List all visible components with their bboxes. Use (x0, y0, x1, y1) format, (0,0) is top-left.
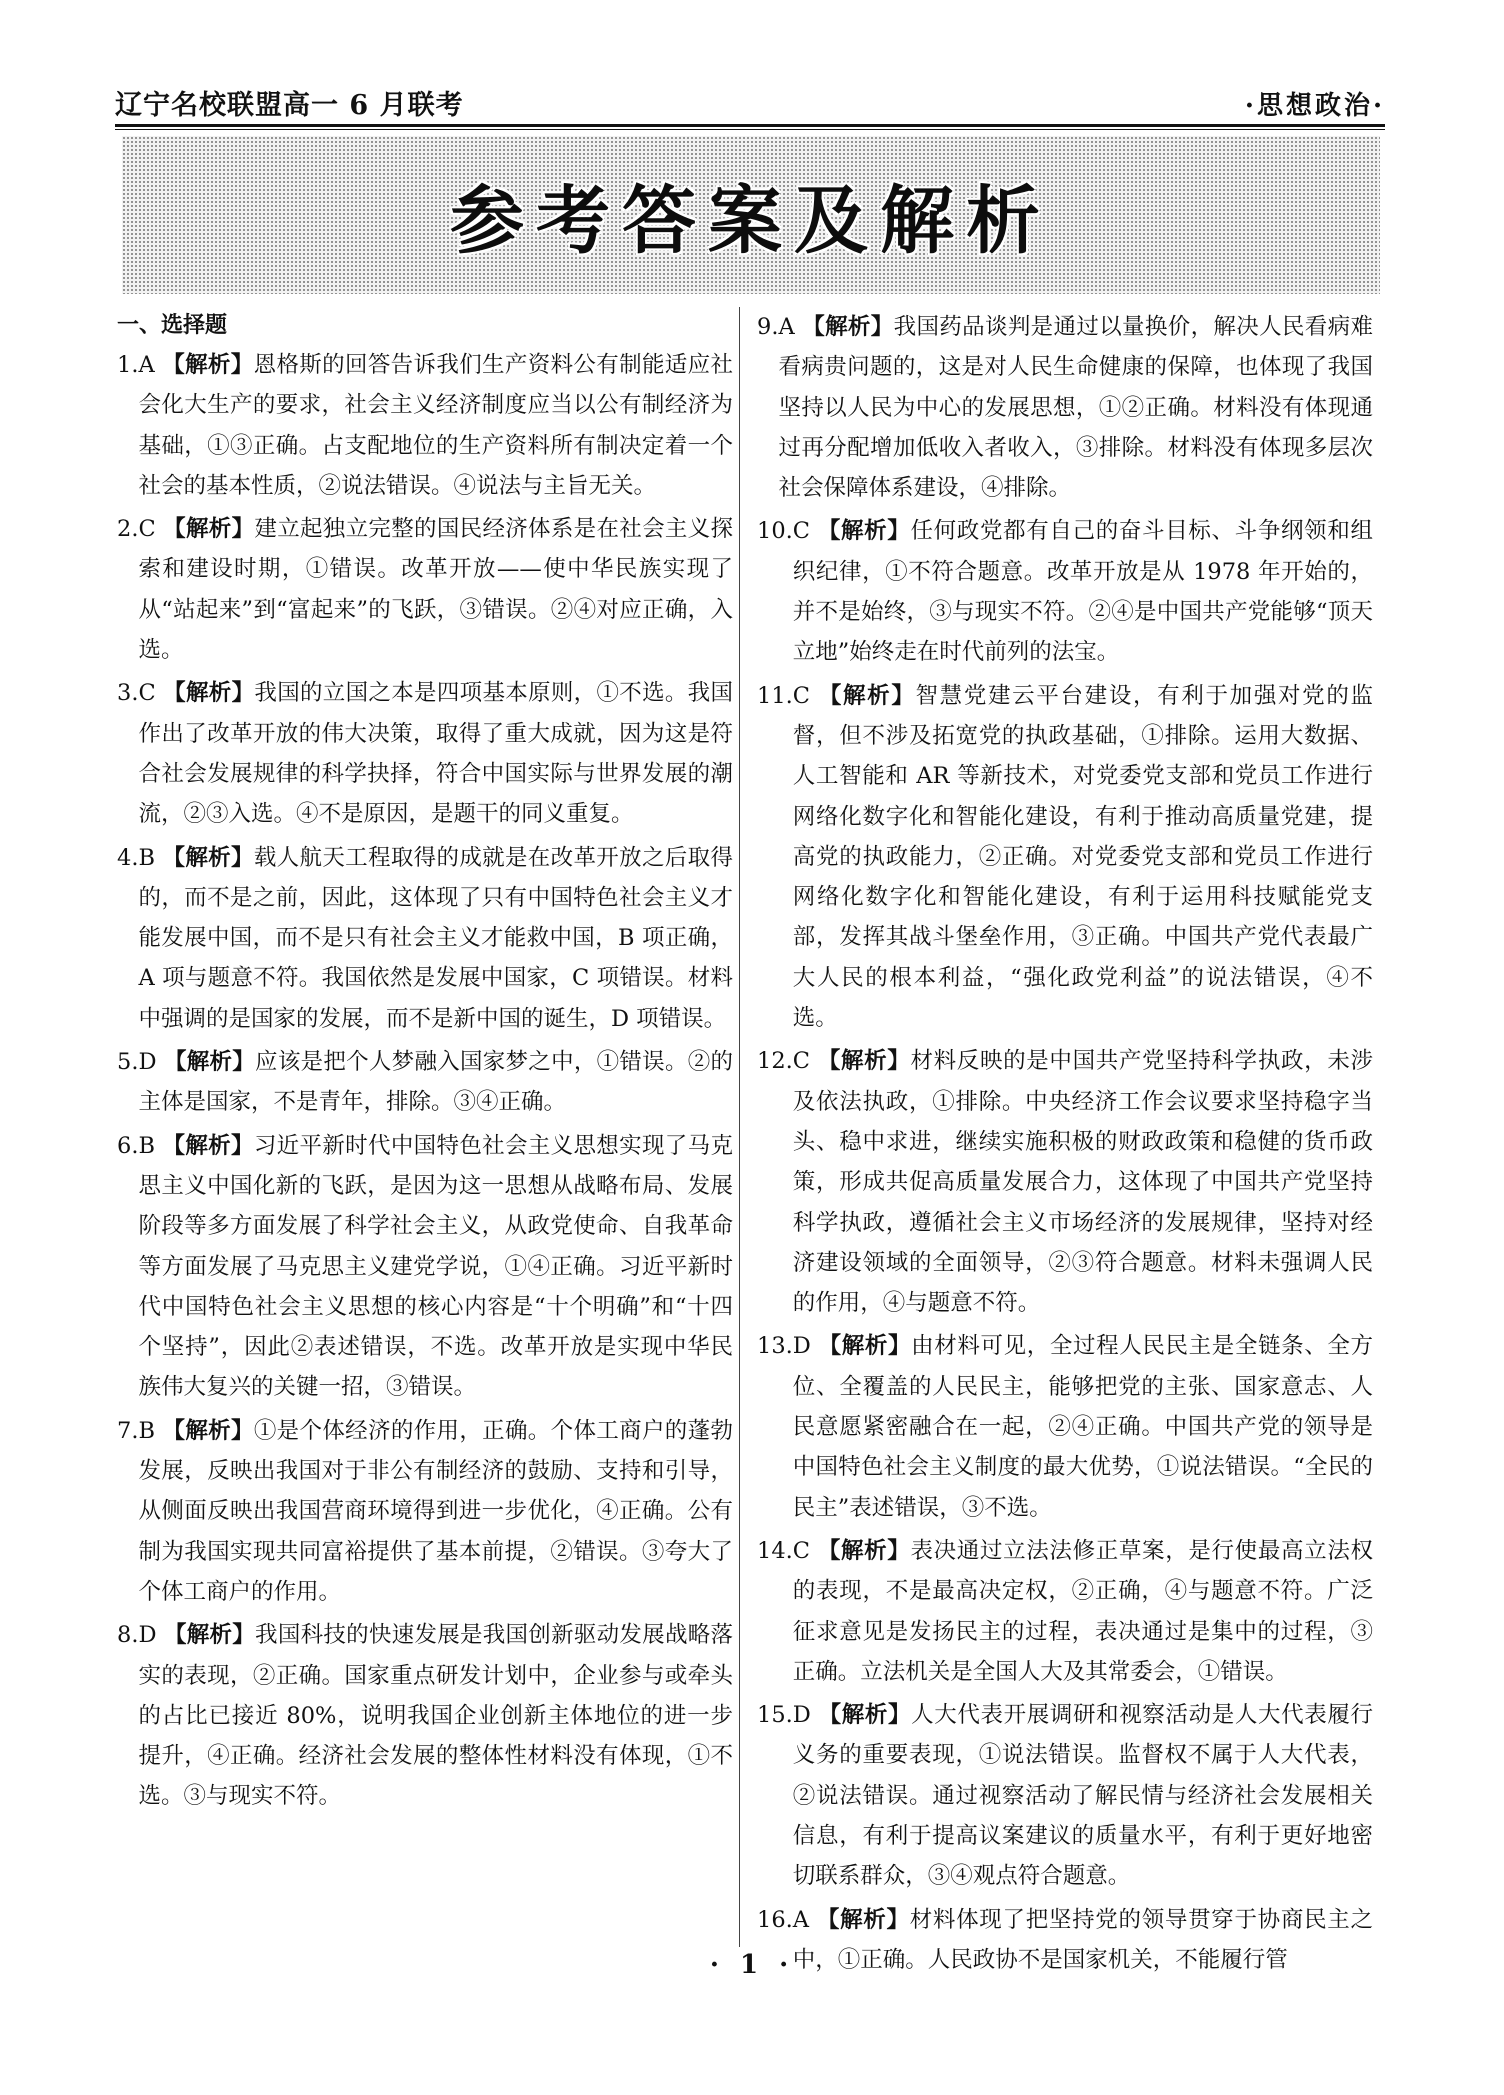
answer-body (138, 1042, 733, 1123)
question-number: 11. (757, 682, 793, 709)
question-number: 6. (117, 1132, 139, 1159)
page-header (115, 86, 1385, 122)
title-banner (122, 136, 1380, 294)
question-number: 14. (757, 1537, 793, 1564)
answer-list-left (117, 345, 733, 1817)
answer-item (757, 1041, 1373, 1323)
analysis-tag: 【解析】 (163, 680, 255, 707)
subject-label: ·思想政治· (1244, 91, 1385, 121)
question-number: 16. (757, 1906, 793, 1933)
answer-letter: C (792, 1048, 811, 1075)
page-number: · 1 · (709, 1950, 795, 1980)
answer-body (138, 838, 733, 1039)
analysis-tag: 【解析】 (817, 1048, 911, 1075)
analysis-text: 我国药品谈判是通过以量换价，解决人民看病难看病贵问题的，这是对人民生命健康的保障，也体现了我国坚持以人民为中心的发展思想，①②正确。材料没有体现通过再分配增加低收入者收入，③排除。材料没有体现多层次社会保障体系建设，④排除。 (778, 314, 1373, 502)
question-number: 15. (757, 1702, 793, 1729)
answer-item (117, 1042, 733, 1123)
answer-letter: B (138, 1417, 156, 1444)
answer-body (793, 1531, 1373, 1692)
analysis-text: ①是个体经济的作用，正确。个体工商户的蓬勃发展，反映出我国对于非公有制经济的鼓励、支持和引导，从侧面反映出我国营商环境得到进一步优化，④正确。公有制为我国实现共同富裕提供了基本前提，②错误。③夸大了个体工商户的作用。 (138, 1417, 733, 1605)
question-number: 12. (757, 1048, 793, 1075)
answer-letter: A (792, 1906, 810, 1933)
analysis-tag: 【解析】 (163, 1622, 256, 1649)
answer-item (117, 838, 733, 1039)
banner-title: 参考答案及解析 (450, 178, 1052, 264)
answer-list-right (757, 307, 1373, 1980)
right-column (757, 307, 1373, 1983)
answer-body (793, 1326, 1373, 1527)
answer-item (757, 511, 1373, 672)
answer-item (757, 1326, 1373, 1527)
answer-item (117, 673, 733, 834)
analysis-tag: 【解析】 (162, 1132, 254, 1159)
answer-item (117, 509, 733, 670)
analysis-text: 建立起独立完整的国民经济体系是在社会主义探索和建设时期，①错误。改革开放——使中华民族实现了从“站起来”到“富起来”的飞跃，③错误。②④对应正确，入选。 (138, 516, 733, 664)
analysis-tag: 【解析】 (818, 1702, 912, 1729)
question-number: 5. (117, 1049, 139, 1076)
question-number: 3. (117, 680, 139, 707)
analysis-text: 表决通过立法法修正草案，是行使最高立法权的表现，不是最高决定权，②正确，④与题意不符。广泛征求意见是发扬民主的过程，表决通过是集中的过程，③正确。立法机关是全国人大及其常委会，①错误。 (792, 1537, 1373, 1685)
analysis-tag: 【解析】 (817, 518, 911, 545)
answer-body (793, 1695, 1373, 1896)
analysis-tag: 【解析】 (816, 1906, 910, 1933)
analysis-tag: 【解析】 (162, 844, 254, 871)
answer-letter: A (778, 314, 795, 340)
header-rule-thin (115, 129, 1385, 130)
analysis-text: 我国的立国之本是四项基本原则，①不选。我国作出了改革开放的伟大决策，取得了重大成就，因为这是符合社会发展规律的科学抉择，符合中国实际与世界发展的潮流，②③入选。④不是原因，是题干的同义重复。 (138, 680, 733, 828)
question-number: 10. (757, 518, 793, 545)
question-number: 2. (117, 516, 139, 543)
question-number: 1. (117, 352, 139, 378)
answer-letter: C (792, 518, 811, 545)
analysis-tag: 【解析】 (802, 314, 894, 340)
exam-title: 辽宁名校联盟高一 6 月联考 (115, 90, 464, 121)
analysis-tag: 【解析】 (163, 516, 255, 543)
analysis-text: 材料体现了把坚持党的领导贯穿于协商民主之中，①正确。人民政协不是国家机关，不能履行管 (792, 1906, 1373, 1973)
answer-letter: D (138, 1049, 157, 1076)
answer-letter: D (138, 1622, 157, 1649)
analysis-text: 我国科技的快速发展是我国创新驱动发展战略落实的表现，②正确。国家重点研发计划中，企业参与或牵头的占比已接近 80%，说明我国企业创新主体地位的进一步提升，④正确。经济社会发展的整体性材料没有体现，①不选。③与现实不符。 (138, 1622, 733, 1810)
answer-body (138, 1411, 733, 1612)
analysis-text: 人大代表开展调研和视察活动是人大代表履行义务的重要表现，①说法错误。监督权不属于人大代表，②说法错误。通过视察活动了解民情与经济社会发展相关信息，有利于提高议案建议的质量水平，有利于更好地密切联系群众，③④观点符合题意。 (792, 1702, 1373, 1890)
analysis-text: 由材料可见，全过程人民民主是全链条、全方位、全覆盖的人民民主，能够把党的主张、国家意志、人民意愿紧密融合在一起，②④正确。中国共产党的领导是中国特色社会主义制度的最大优势，①说法错误。“全民的民主”表述错误，③不选。 (792, 1333, 1373, 1521)
answer-body (138, 1126, 733, 1408)
question-number: 8. (117, 1622, 139, 1649)
analysis-text: 习近平新时代中国特色社会主义思想实现了马克思主义中国化新的飞跃，是因为这一思想从战略布局、发展阶段等多方面发展了科学社会主义，从政党使命、自我革命等方面发展了马克思主义建党学说，①④正确。习近平新时代中国特色社会主义思想的核心内容是“十个明确”和“十四个坚持”，因此②表述错误，不选。改革开放是实现中华民族伟大复兴的关键一招，③错误。 (138, 1132, 733, 1401)
question-number: 13. (757, 1333, 793, 1360)
column-divider (739, 307, 740, 1947)
analysis-text: 任何政党都有自己的奋斗目标、斗争纲领和组织纪律，①不符合题意。改革开放是从 1978 年开始的，并不是始终，③与现实不符。②④是中国共产党能够“顶天立地”始终走在时代前列的法宝。 (792, 518, 1373, 666)
answer-item (117, 1615, 733, 1816)
answer-body (138, 345, 733, 506)
question-number: 7. (117, 1417, 139, 1444)
answer-body (778, 307, 1373, 508)
question-number: 9. (757, 314, 779, 340)
answer-body (138, 509, 733, 670)
answer-item (117, 1126, 733, 1408)
left-column (117, 307, 733, 1820)
analysis-tag: 【解析】 (818, 682, 916, 709)
analysis-text: 载人航天工程取得的成就是在改革开放之后取得的，而不是之前，因此，这体现了只有中国特色社会主义才能发展中国，而不是只有社会主义才能救中国，B 项正确，A 项与题意不符。我国依然是发展中国家，C 项错误。材料中强调的是国家的发展，而不是新中国的诞生，D 项错误。 (138, 844, 733, 1032)
analysis-text: 恩格斯的回答告诉我们生产资料公有制能适应社会化大生产的要求，社会主义经济制度应当以公有制经济为基础，①③正确。占支配地位的生产资料所有制决定着一个社会的基本性质，②说法错误。④说法与主旨无关。 (138, 352, 733, 499)
analysis-tag: 【解析】 (163, 1049, 256, 1076)
answer-letter: C (792, 1537, 811, 1564)
section-title: 一、选择题 (117, 313, 228, 338)
answer-letter: A (138, 352, 155, 378)
analysis-tag: 【解析】 (162, 352, 254, 378)
question-number: 4. (117, 844, 139, 871)
answer-body (793, 676, 1373, 1039)
answer-item (117, 1411, 733, 1612)
answer-letter: C (792, 682, 811, 709)
analysis-tag: 【解析】 (162, 1417, 254, 1444)
answer-body (793, 511, 1373, 672)
answer-letter: D (792, 1702, 811, 1729)
analysis-tag: 【解析】 (818, 1333, 912, 1360)
answer-body (138, 1615, 733, 1816)
analysis-tag: 【解析】 (817, 1537, 911, 1564)
analysis-text: 智慧党建云平台建设，有利于加强对党的监督，但不涉及拓宽党的执政基础，①排除。运用大数据、人工智能和 AR 等新技术，对党委党支部和党员工作进行网络化数字化和智能化建设，有利于推动高质量党建，提高党的执政能力，②正确。对党委党支部和党员工作进行网络化数字化和智能化建设，有利于运用科技赋能党支部，发挥其战斗堡垒作用，③正确。中国共产党代表最广大人民的根本利益，“强化政党利益”的说法错误，④不选。 (792, 682, 1373, 1032)
answer-body (138, 673, 733, 834)
answer-item (757, 1695, 1373, 1896)
answer-item (117, 345, 733, 506)
analysis-text: 材料反映的是中国共产党坚持科学执政，未涉及依法执政，①排除。中央经济工作会议要求坚持稳字当头、稳中求进，继续实施积极的财政政策和稳健的货币政策，形成共促高质量发展合力，这体现了中国共产党坚持科学执政，遵循社会主义市场经济的发展规律，坚持对经济建设领域的全面领导，②③符合题意。材料未强调人民的作用，④与题意不符。 (792, 1048, 1373, 1317)
answer-letter: C (138, 680, 156, 707)
answer-letter: B (138, 1132, 156, 1159)
header-rule-thick (115, 124, 1385, 127)
answer-letter: C (138, 516, 156, 543)
answer-item (757, 307, 1373, 508)
answer-body (793, 1041, 1373, 1323)
answer-item (757, 676, 1373, 1039)
answer-item (757, 1531, 1373, 1692)
analysis-text: 应该是把个人梦融入国家梦之中，①错误。②的主体是国家，不是青年，排除。③④正确。 (138, 1049, 733, 1116)
answer-letter: D (792, 1333, 811, 1360)
answer-letter: B (138, 844, 156, 871)
